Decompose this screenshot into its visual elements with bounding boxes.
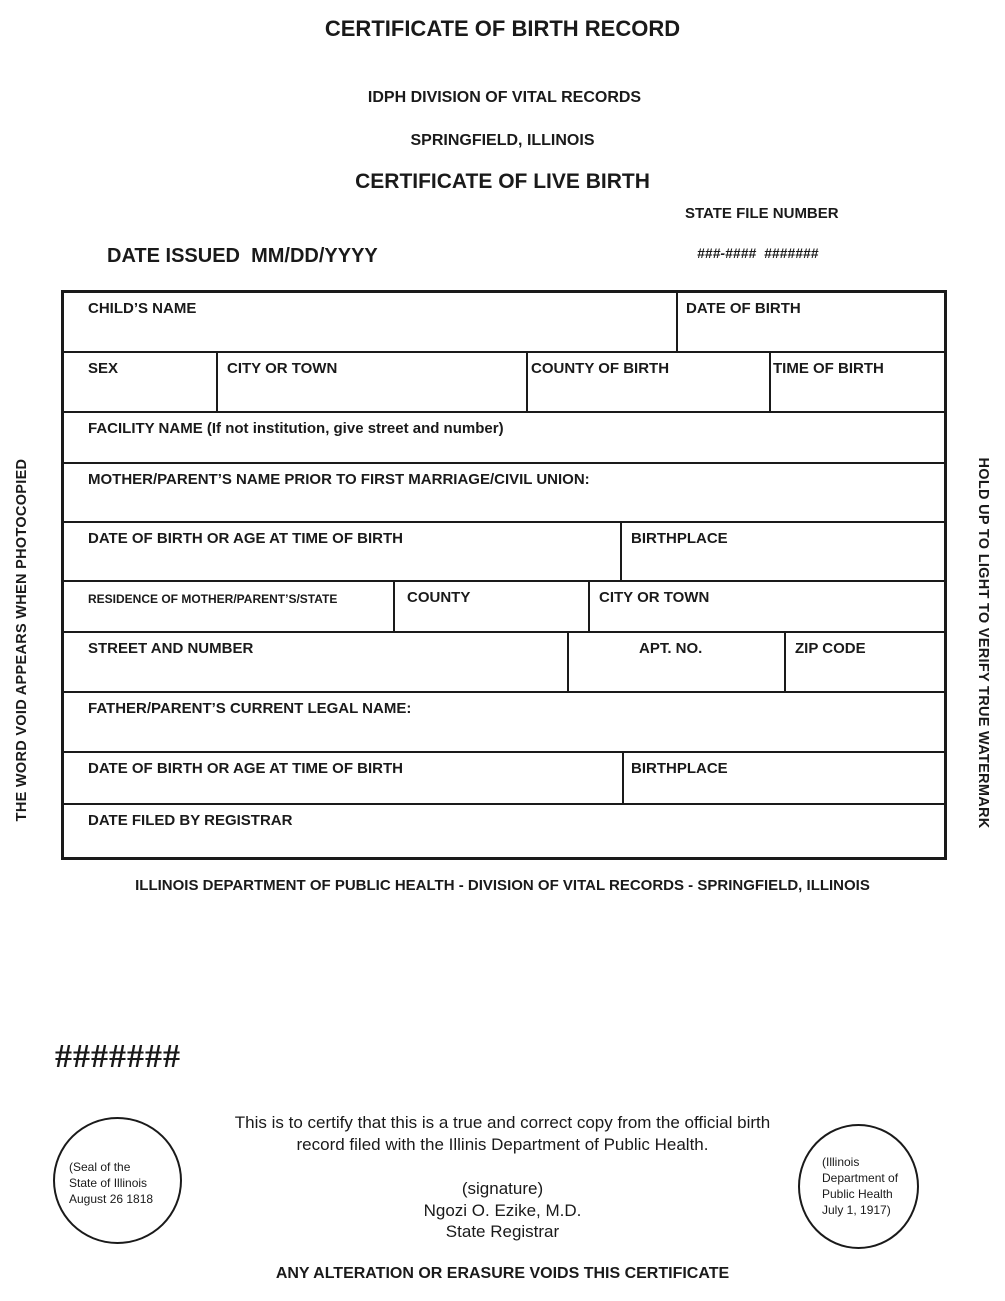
date-filed-field bbox=[64, 805, 944, 857]
residence-field bbox=[64, 582, 393, 631]
field-label: TIME OF BIRTH bbox=[773, 360, 884, 377]
state-file-label: STATE FILE NUMBER bbox=[685, 205, 839, 222]
field-label: CITY OR TOWN bbox=[599, 589, 710, 606]
field-label: DATE OF BIRTH OR AGE AT TIME OF BIRTH bbox=[88, 530, 403, 547]
footer-agency-line: ILLINOIS DEPARTMENT OF PUBLIC HEALTH - DIVISION OF VITAL RECORDS - SPRINGFIELD, ILLINOIS bbox=[135, 877, 870, 894]
watermark-notice: HOLD UP TO LIGHT TO VERIFY TRUE WATERMARK bbox=[975, 457, 991, 829]
sex-field bbox=[64, 353, 216, 411]
field-label: BIRTHPLACE bbox=[631, 530, 728, 547]
seal-line: (Seal of the bbox=[69, 1160, 131, 1174]
field-label: FATHER/PARENT’S CURRENT LEGAL NAME: bbox=[88, 700, 412, 717]
mother-birthplace-field bbox=[620, 523, 944, 580]
state-seal bbox=[53, 1117, 182, 1244]
seal-line: Department of bbox=[822, 1171, 899, 1185]
city-or-town-field bbox=[216, 353, 526, 411]
field-label: DATE OF BIRTH bbox=[686, 300, 801, 317]
document-title: CERTIFICATE OF BIRTH RECORD bbox=[324, 16, 681, 41]
state-file-number: ###-#### ####### bbox=[697, 245, 819, 261]
idph-seal bbox=[798, 1124, 919, 1249]
alteration-warning: ANY ALTERATION OR ERASURE VOIDS THIS CERTIFICATE bbox=[275, 1265, 730, 1282]
registrar-title: State Registrar bbox=[445, 1222, 560, 1241]
field-label: MOTHER/PARENT’S NAME PRIOR TO FIRST MARRIAGE/CIVIL UNION: bbox=[88, 471, 590, 488]
seal-line: July 1, 1917) bbox=[822, 1203, 891, 1217]
childs-name-field bbox=[64, 293, 678, 351]
field-label: STREET AND NUMBER bbox=[88, 640, 254, 657]
form-row bbox=[64, 413, 944, 464]
form-row bbox=[64, 523, 944, 582]
mother-name-field bbox=[64, 464, 944, 521]
county-of-birth-field bbox=[526, 353, 769, 411]
field-label: ZIP CODE bbox=[795, 640, 866, 657]
father-dob-field bbox=[64, 753, 622, 803]
form-row bbox=[64, 464, 944, 523]
serial-number: ####### bbox=[55, 1038, 181, 1075]
father-birthplace-field bbox=[622, 753, 944, 803]
zip-code-field bbox=[784, 633, 944, 691]
form-row bbox=[64, 633, 944, 693]
form-row bbox=[64, 582, 944, 633]
seal-text bbox=[69, 1159, 153, 1207]
seal-line: August 26 1818 bbox=[69, 1192, 154, 1206]
field-label: COUNTY bbox=[407, 589, 471, 606]
form-row bbox=[64, 353, 944, 413]
field-label: CHILD’S NAME bbox=[88, 300, 197, 317]
form-row bbox=[64, 693, 944, 753]
certificate-subtitle: CERTIFICATE OF LIVE BIRTH bbox=[355, 170, 650, 193]
seal-line: Public Health bbox=[822, 1187, 893, 1201]
void-notice: THE WORD VOID APPEARS WHEN PHOTOCOPIED bbox=[14, 458, 30, 822]
certification-line: This is to certify that this is a true and correct copy from the official birth bbox=[234, 1113, 771, 1132]
field-label: BIRTHPLACE bbox=[631, 760, 728, 777]
field-label: APT. NO. bbox=[639, 640, 703, 657]
mother-dob-field bbox=[64, 523, 620, 580]
form-row bbox=[64, 293, 944, 353]
time-of-birth-field bbox=[769, 353, 944, 411]
certification-line: record filed with the Illinis Department of Public Health. bbox=[296, 1135, 709, 1154]
signature: (signature) bbox=[461, 1179, 544, 1198]
location-heading: SPRINGFIELD, ILLINOIS bbox=[410, 132, 595, 149]
birth-record-form bbox=[61, 290, 947, 860]
field-label: COUNTY OF BIRTH bbox=[531, 360, 670, 377]
residence-city-field bbox=[588, 582, 944, 631]
facility-name-field bbox=[64, 413, 944, 462]
county-field bbox=[393, 582, 588, 631]
field-label: SEX bbox=[88, 360, 119, 377]
division-heading: IDPH DIVISION OF VITAL RECORDS bbox=[367, 89, 642, 106]
registrar-name: Ngozi O. Ezike, M.D. bbox=[423, 1200, 582, 1220]
field-label: CITY OR TOWN bbox=[227, 360, 338, 377]
father-name-field bbox=[64, 693, 944, 751]
form-row bbox=[64, 805, 944, 857]
seal-line: State of Illinois bbox=[69, 1176, 148, 1190]
form-row bbox=[64, 753, 944, 805]
apt-no-field bbox=[567, 633, 784, 691]
field-label: FACILITY NAME (If not institution, give street and number) bbox=[88, 420, 504, 437]
seal-line: (Illinois bbox=[822, 1155, 860, 1169]
date-of-birth-field bbox=[676, 293, 944, 351]
date-issued: DATE ISSUED MM/DD/YYYY bbox=[107, 245, 378, 267]
field-label: DATE OF BIRTH OR AGE AT TIME OF BIRTH bbox=[88, 760, 403, 777]
seal-text bbox=[822, 1154, 898, 1218]
field-label: RESIDENCE OF MOTHER/PARENT’S/STATE bbox=[88, 592, 338, 606]
field-label: DATE FILED BY REGISTRAR bbox=[88, 812, 293, 829]
street-field bbox=[64, 633, 567, 691]
